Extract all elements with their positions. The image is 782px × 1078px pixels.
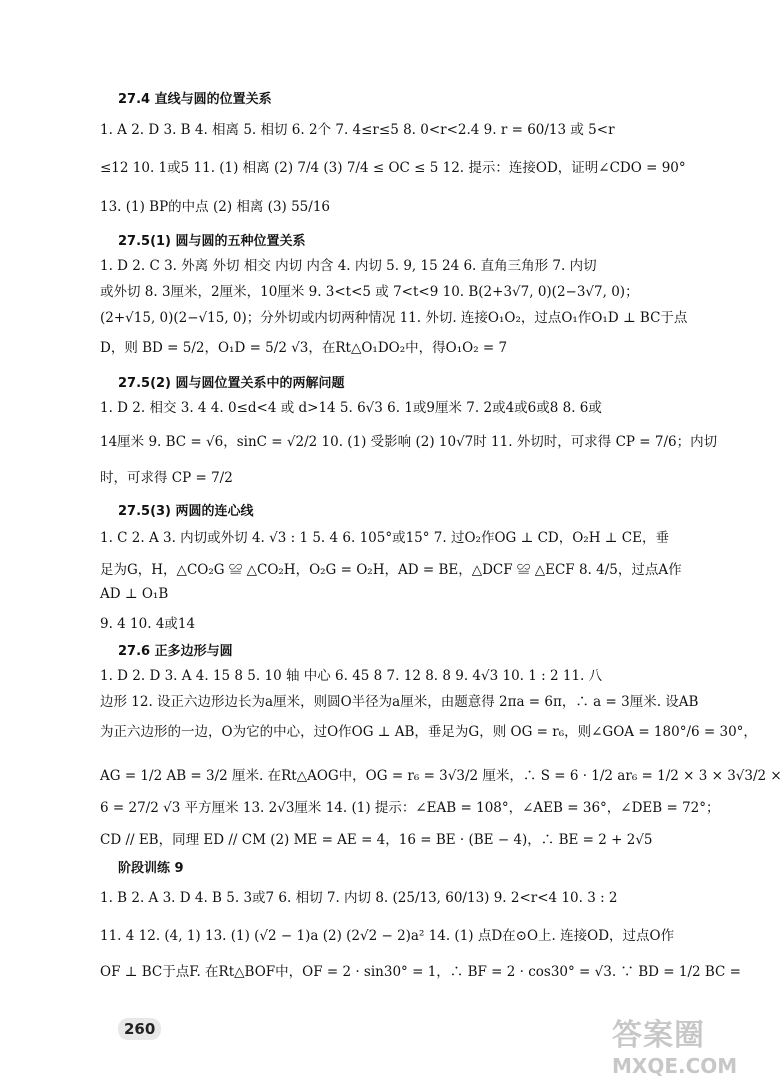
section-title-27-5-1: 27.5(1) 圆与圆的五种位置关系 [118, 234, 306, 249]
answer-line: 9. 4 10. 4或14 [100, 616, 196, 632]
answer-line: 1. C 2. A 3. 内切或外切 4. √3 : 1 5. 4 6. 105°或15° 7. 过O₂作OG ⊥ CD，O₂H ⊥ CE，垂 [100, 530, 669, 546]
answer-line: 14厘米 9. BC = √6，sinC = √2/2 10. (1) 受影响 (2) 10√7时 11. 外切时，可求得 CP = 7/6；内切 [100, 434, 718, 450]
section-title-27-6: 27.6 正多边形与圆 [118, 644, 233, 659]
answer-line: 1. D 2. C 3. 外离 外切 相交 内切 内含 4. 内切 5. 9, 15 24 6. 直角三角形 7. 内切 [100, 258, 597, 274]
answer-line: OF ⊥ BC于点F. 在Rt△BOF中，OF = 2 · sin30° = 1，∴ BF = 2 · cos30° = √3. ∵ BD = 1/2 BC = [100, 964, 741, 980]
answer-line: 足为G，H，△CO₂G ≌ △CO₂H，O₂G = O₂H，AD = BE，△DCF ≌ △ECF 8. 4/5，过点A作 [100, 562, 682, 578]
answer-line: 1. B 2. A 3. D 4. B 5. 3或7 6. 相切 7. 内切 8. (25/13, 60/13) 9. 2<r<4 10. 3 : 2 [100, 890, 618, 906]
answer-line: 边形 12. 设正六边形边长为a厘米，则圆O半径为a厘米，由题意得 2πa = 6π，∴ a = 3厘米. 设AB [100, 694, 699, 710]
page-number: 260 [118, 1018, 161, 1040]
answer-line: 1. D 2. D 3. A 4. 15 8 5. 10 轴 中心 6. 45 8 7. 12 8. 8 9. 4√3 10. 1 : 2 11. 八 [100, 668, 603, 684]
answer-line: 1. D 2. 相交 3. 4 4. 0≤d<4 或 d>14 5. 6√3 6. 1或9厘米 7. 2或4或6或8 8. 6或 [100, 400, 602, 416]
answer-line: 1. A 2. D 3. B 4. 相离 5. 相切 6. 2个 7. 4≤r≤5 8. 0<r<2.4 9. r = 60/13 或 5<r [100, 122, 615, 138]
answer-line: D，则 BD = 5/2，O₁D = 5/2 √3，在Rt△O₁DO₂中，得O₁O₂ = 7 [100, 340, 508, 356]
answer-line: AG = 1/2 AB = 3/2 厘米. 在Rt△AOG中，OG = r₆ = 3√3/2 厘米，∴ S = 6 · 1/2 ar₆ = 1/2 × 3 × 3√3/2 × [100, 768, 782, 784]
watermark-logo [612, 1010, 742, 1078]
section-title-stage-9: 阶段训练 9 [118, 861, 184, 876]
answer-line: 为正六边形的一边，O为它的中心，过O作OG ⊥ AB，垂足为G，则 OG = r₆，则∠GOA = 180°/6 = 30°， [100, 724, 757, 740]
section-title-27-5-2: 27.5(2) 圆与圆位置关系中的两解问题 [118, 376, 345, 391]
section-title-27-5-3: 27.5(3) 两圆的连心线 [118, 504, 254, 519]
answer-line: (2+√15, 0)(2−√15, 0)；分外切或内切两种情况 11. 外切. 连接O₁O₂，过点O₁作O₁D ⊥ BC于点 [100, 310, 688, 326]
answer-line: 11. 4 12. (4, 1) 13. (1) (√2 − 1)a (2) (2√2 − 2)a² 14. (1) 点D在⊙O上. 连接OD，过点O作 [100, 928, 675, 944]
watermark-text-top: 答案圈 [612, 1018, 705, 1053]
answer-line: 或外切 8. 3厘米，2厘米，10厘米 9. 3<t<5 或 7<t<9 10. B(2+3√7, 0)(2−3√7, 0)； [100, 284, 639, 300]
answer-line: 13. (1) BP的中点 (2) 相离 (3) 55/16 [100, 199, 330, 215]
answer-line: 时，可求得 CP = 7/2 [100, 470, 233, 486]
answer-line: ≤12 10. 1或5 11. (1) 相离 (2) 7/4 (3) 7/4 ≤ OC ≤ 5 12. 提示：连接OD，证明∠CDO = 90° [100, 160, 686, 176]
watermark-text-bottom: MXQE.COM [612, 1054, 738, 1078]
answer-line: AD ⊥ O₁B [100, 586, 169, 602]
answer-line: CD // EB，同理 ED // CM (2) ME = AE = 4，16 = BE · (BE − 4)，∴ BE = 2 + 2√5 [100, 832, 653, 848]
section-title-27-4: 27.4 直线与圆的位置关系 [118, 92, 272, 107]
answer-line: 6 = 27/2 √3 平方厘米 13. 2√3厘米 14. (1) 提示：∠EAB = 108°，∠AEB = 36°，∠DEB = 72°； [100, 800, 720, 816]
